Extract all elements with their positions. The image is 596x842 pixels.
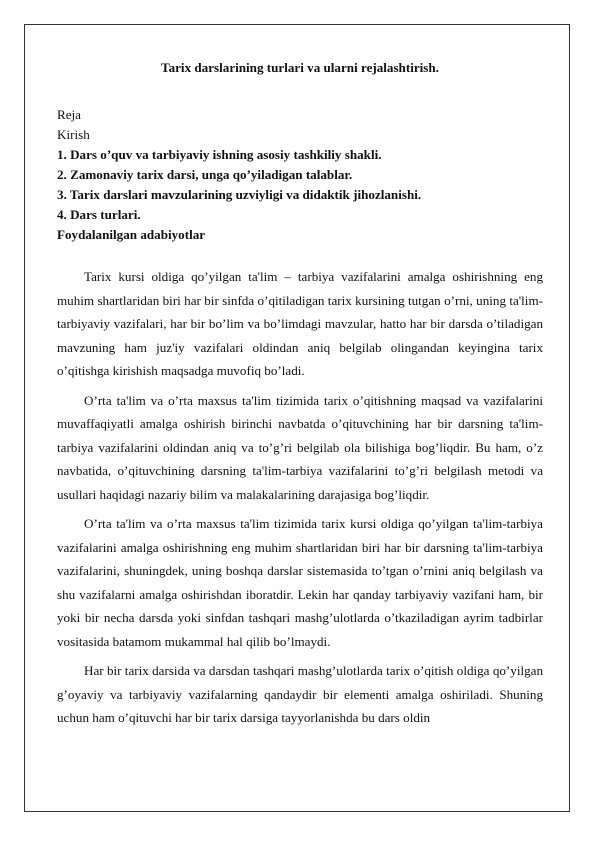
outline-item-3: 3. Tarix darslari mavzularining uzviyligi va didaktik jihozlanishi.: [57, 187, 422, 202]
outline-item-4: 4. Dars turlari.: [57, 207, 141, 222]
document-body: [57, 58, 543, 736]
outline-heading-reja: Reja: [57, 107, 81, 122]
outline-item-kirish: Kirish: [57, 127, 90, 142]
paragraph-1: Tarix kursi oldiga qo’yilgan ta'lim – tarbiya vazifalarini amalga oshirishning eng muhim shartlaridan biri har bir sinfda o’qitiladigan tarix kursining tutgan o’rni, uning ta'lim-tarbiyaviy vazifalari, har bir bo’lim va bo’limdagi mavzular, hatto har bir darsda o’tiladigan mavzuning ham juz'iy vazifalari oldindan aniq belgilab olingandan keyingina tarix o’qitishga kirishish maqsadga muvofiq bo’ladi.: [57, 269, 543, 378]
document-title: Tarix darslarining turlari va ularni rejalashtirish.: [161, 60, 439, 75]
paragraph-4: Har bir tarix darsida va darsdan tashqari mashg’ulotlarda tarix o’qitish oldiga qo’yilgan g’oyaviy va tarbiyaviy vazifalarning qandaydir bir elementi amalga oshiriladi. Shuning uchun ham o’qituvchi har bir tarix darsiga tayyorlanishda bu dars oldin: [57, 663, 543, 725]
outline-item-1: 1. Dars o’quv va tarbiyaviy ishning asosiy tashkiliy shakli.: [57, 147, 382, 162]
paragraph-3: O’rta ta'lim va o’rta maxsus ta'lim tizimida tarix kursi oldiga qo’yilgan ta'lim-tarbiya vazifalarini amalga oshirishning eng muhim shartlaridan biri har bir darsning ta'lim-tarbiya vazifalarini, shuningdek, uning boshqa darslar sistemasida to’tgan o’rnini aniq belgilash va shu vazifalarni amalga oshirishdan iboratdir. Lekin har qanday tarbiyaviy vazifani ham, bir yoki bir necha darsda yoki sinfdan tashqari mashg’ulotlarda o’tkaziladigan ayrim tadbirlar vositasida batamom mukammal hal qilib bo’lmaydi.: [57, 516, 543, 649]
paragraph-2: O’rta ta'lim va o’rta maxsus ta'lim tizimida tarix o’qitishning maqsad va vazifalarini muvaffaqiyatli amalga oshirish birinchi navbatda o’qituvchining har bir darsning ta'lim-tarbiya vazifalarini oldindan aniq va to’g’ri belgilab ola bilishiga bog’liqdir. Bu ham, o’z navbatida, o’qituvchining darsning ta'lim-tarbiya vazifalarini to’g’ri belgilash metodi va usullari haqidagi nazariy bilim va malakalarining darajasiga bog’liqdir.: [57, 392, 543, 502]
outline-item-references: Foydalanilgan adabiyotlar: [57, 227, 206, 242]
outline: [57, 105, 543, 245]
outline-item-2: 2. Zamonaviy tarix darsi, unga qo’yiladigan talablar.: [57, 167, 353, 182]
spacer: [57, 245, 543, 265]
